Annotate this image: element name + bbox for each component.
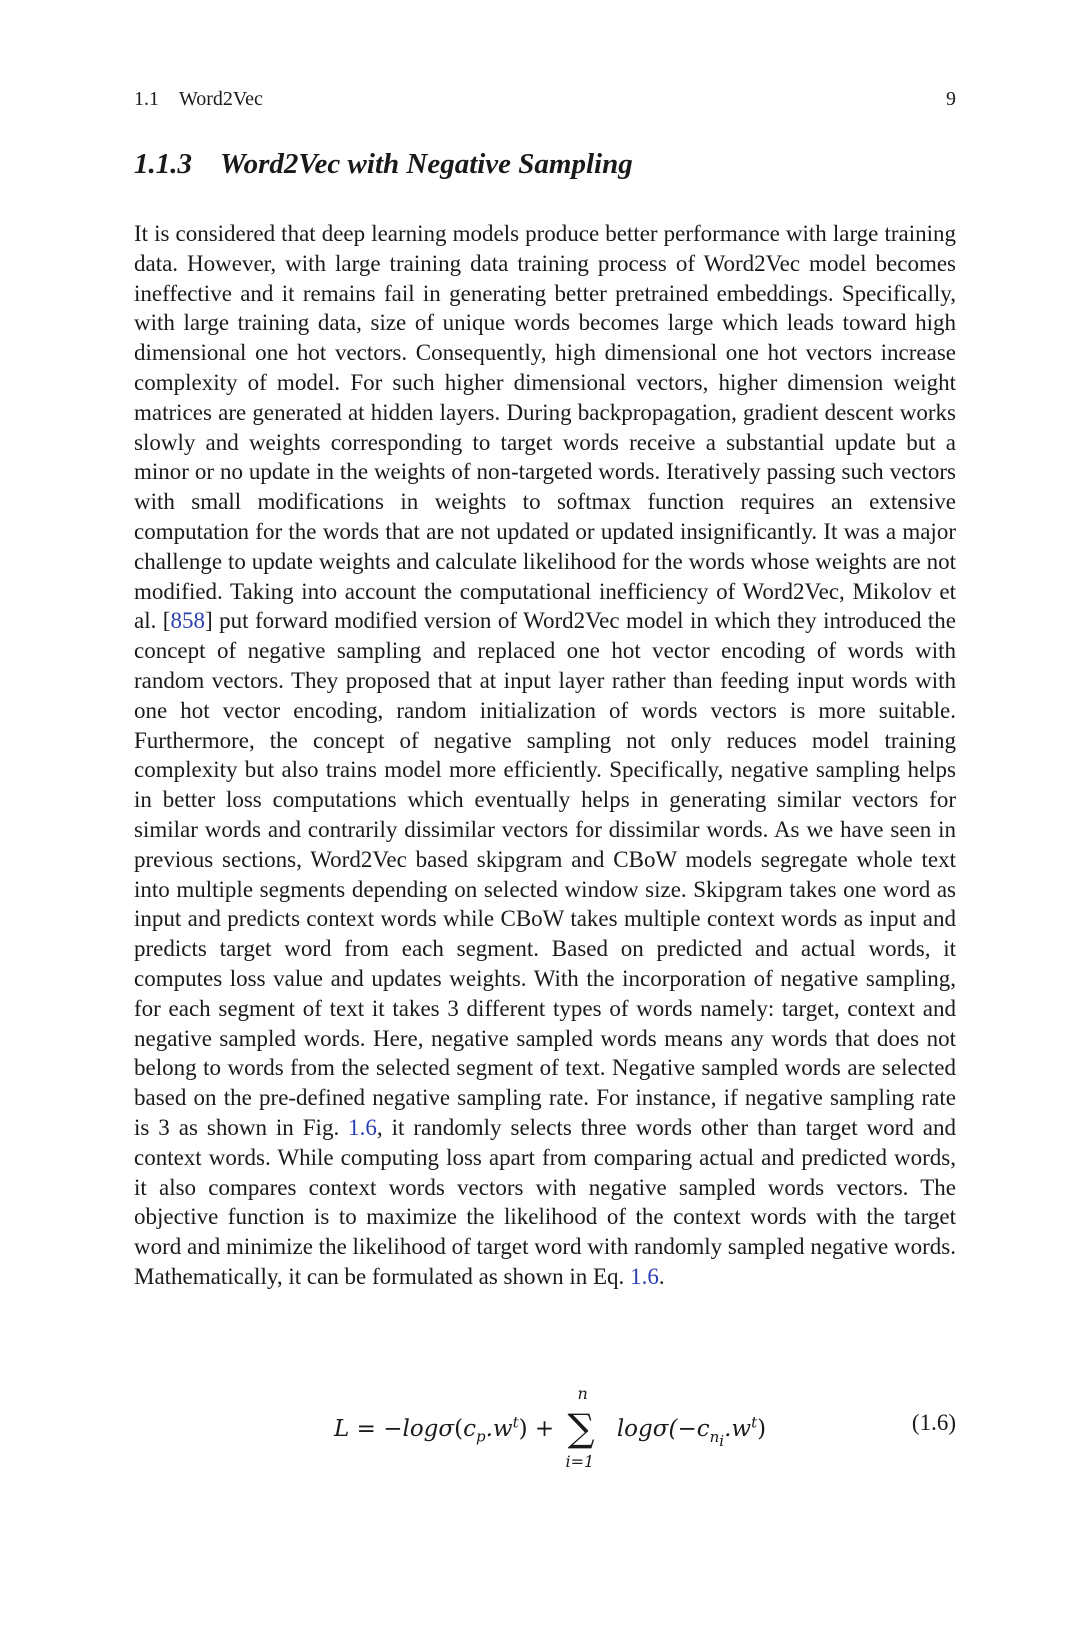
eq-dot-w-2: .w: [724, 1416, 752, 1442]
eq-plus: +: [534, 1416, 555, 1442]
eq-open-paren-1: (: [454, 1416, 464, 1442]
sum-symbol: ∑: [567, 1406, 595, 1450]
running-head: [134, 88, 956, 114]
eq-close-paren-1: ): [518, 1416, 528, 1442]
eq-equals: =: [356, 1416, 376, 1442]
eq-log-sigma-1: logσ: [402, 1416, 455, 1442]
eq-close-paren-2: ): [757, 1416, 767, 1442]
eq-sup-t-1: t: [512, 1413, 519, 1432]
sum-upper-limit: n: [577, 1384, 588, 1403]
running-head-section-name: Word2Vec: [179, 88, 263, 110]
eq-sup-t-2: t: [751, 1413, 758, 1432]
eq-sub-i: i: [719, 1431, 725, 1450]
eq-c: c: [463, 1416, 476, 1442]
citation-link-858[interactable]: 858: [170, 608, 205, 634]
eq-minus: −: [383, 1416, 403, 1442]
paragraph-text-4: .: [658, 1263, 665, 1289]
eq-lhs: L: [334, 1416, 350, 1442]
section-number: 1.1.3: [134, 148, 192, 180]
eq-sub-p: p: [475, 1427, 486, 1446]
eq-dot-w-1: .w: [485, 1416, 513, 1442]
paragraph-text-1: It is considered that deep learning models produce better performance with large training data. However, with large training data training process of Word2Vec model becomes ineffective and it remains fail in generating better pretrained embeddings. Specifically, with large training data, size of unique words becomes large which leads toward high dimensional one hot vectors. Consequently, high dimensional one hot vectors increase complexity of model. For such higher dimensional vectors, higher dimension weight matrices are generated at hidden layers. During backpropagation, gradient descent works slowly and weights corresponding to target words receive a substantial update but a minor or no update in the weights of non-targeted words. Iteratively passing such vectors with small modifications in weights to softmax function requires an extensive computation for the words that are not updated or updated insignificantly. It was a major challenge to update weights and calculate likelihood for the words whose weights are not modified. Taking into account the computational inefficiency of Word2Vec, Mikolov et al. [: [134, 221, 956, 634]
body-paragraph: [134, 219, 956, 1292]
section-title: Word2Vec with Negative Sampling: [220, 148, 633, 180]
summation: [565, 1384, 606, 1471]
running-head-section-number: 1.1: [134, 88, 159, 110]
paragraph-text-3: , it randomly selects three words other than target word and context words. While computing loss apart from comparing actual and predicted words, it also compares context words vectors with negative sampled words vectors. The objective function is to maximize the likelihood of the context words with the target word and minimize the likelihood of target word with randomly sampled negative words. Mathematically, it can be formulated as shown in Eq.: [134, 1114, 956, 1289]
paragraph-text-2: ] put forward modified version of Word2Vec model in which they introduced the concept of negative sampling and replaced one hot vector encoding of words with random vectors. They proposed that at input layer rather than feeding input words with one hot vector encoding, random initialization of words vectors is more suitable. Furthermore, the concept of negative sampling not only reduces model training complexity but also trains model more efficiently. Specifically, negative sampling helps in better loss computations which eventually helps in generating similar vectors for similar words and contrarily dissimilar vectors for dissimilar words. As we have seen in previous sections, Word2Vec based skipgram and CBoW models segregate whole text into multiple segments depending on selected window size. Skipgram takes one word as input and predicts context words while CBoW takes multiple context words as input and predicts target word from each segment. Based on predicted and actual words, it computes loss value and updates weights. With the incorporation of negative sampling, for each segment of text it takes 3 different types of words namely: target, context and negative sampled words. Here, negative sampled words means any words that does not belong to words from the selected segment of text. Negative sampled words are selected based on the pre-defined negative sampling rate. For instance, if negative sampling rate is 3 as shown in Fig.: [134, 608, 957, 1140]
eq-open-paren-2: (−c: [668, 1416, 710, 1442]
page-number: 9: [946, 88, 956, 110]
eq-sub-n: n: [709, 1427, 720, 1446]
figure-link-1-6[interactable]: 1.6: [348, 1114, 377, 1140]
section-heading: [134, 148, 633, 181]
eq-log-sigma-2: logσ: [616, 1416, 669, 1442]
equation-block: [134, 1380, 956, 1470]
equation-number: (1.6): [911, 1410, 956, 1435]
running-head-section: [134, 88, 263, 111]
equation-link-1-6[interactable]: 1.6: [630, 1263, 659, 1289]
sum-lower-limit: i=1: [565, 1452, 595, 1471]
